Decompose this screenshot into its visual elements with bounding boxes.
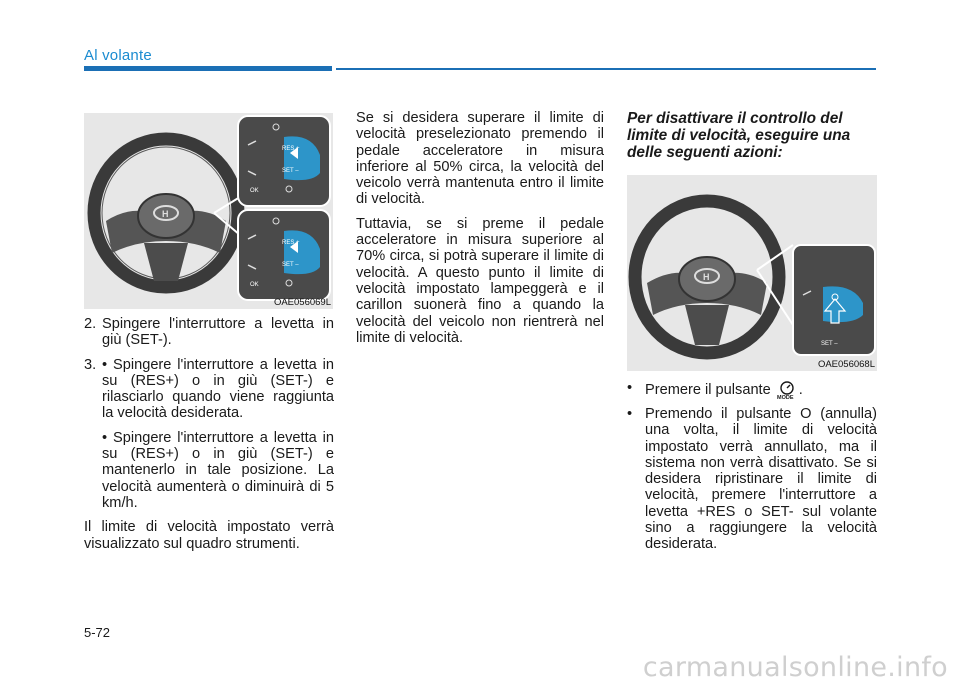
step-3-bullet-1: • Spingere l'interruttore a levetta in su (RES+) o in giù (SET-) e rilasciarlo quando viene raggiunta la velocità desiderata.	[102, 356, 334, 422]
svg-text:MODE: MODE	[776, 395, 794, 400]
section-title: Al volante	[84, 47, 152, 64]
accelerator-paragraph: Tuttavia, se si preme il pedale acceleratore in misura superiore al 70% circa, si potrà superare il limite di velocità. A questo punto il limite di velocità impostato lampeggerà e il carillon suonerà fino a quando la velocità del veicolo non rientrerà nel limite di velocità.	[356, 215, 604, 346]
fig1-ok-label-top: OK	[250, 188, 259, 194]
header-rule-thick	[84, 66, 332, 71]
column-middle	[356, 110, 604, 346]
step-2-text: Spingere l'interruttore a levetta in giù (SET-).	[102, 316, 334, 349]
page-number: 5-72	[84, 625, 111, 640]
steering-wheel-illustration-2	[627, 175, 877, 371]
step-3-number: 3.	[84, 356, 97, 373]
exceed-limit-paragraph: Se si desidera superare il limite di velocità preselezionato premendo il pedale acceleratore in misura inferiore al 50% circa, la velocità del veicolo verrà mantenuta entro il limite di velocità.	[356, 110, 604, 208]
bullet-1-text: Premere il pulsante	[645, 382, 771, 398]
bullet-1-end: .	[798, 382, 803, 398]
step-3-sub	[84, 430, 334, 511]
header-rule-thin	[336, 68, 876, 70]
column-right	[627, 110, 877, 175]
watermark: carmanualsonline.info	[642, 652, 948, 683]
step-3-bullet-2: • Spingere l'interruttore a levetta in su (RES+) o in giù (SET-) e mantenerlo in tale posizione. La velocità aumenterà o diminuirà di 5 km/h.	[102, 429, 334, 511]
set-speed-paragraph: Il limite di velocità impostato verrà visualizzato sul quadro strumenti.	[84, 519, 334, 552]
fig1-set-label-bottom: SET –	[282, 262, 299, 268]
figure-code: OAE056069L	[273, 297, 331, 308]
column-left	[84, 316, 334, 552]
svg-text:H: H	[162, 209, 169, 219]
steering-wheel-figure-1	[84, 113, 333, 309]
fig1-res-label-bottom: RES +	[282, 240, 300, 246]
speed-limit-mode-icon	[775, 380, 799, 400]
fig1-ok-label-bottom: OK	[250, 282, 259, 288]
bullet-mode-button	[627, 380, 877, 400]
step-2-number: 2.	[84, 316, 97, 332]
bullet-mark: •	[627, 380, 633, 396]
bullet-2-text: Premendo il pulsante O (annulla) una volta, il limite di velocità impostato verrà annullato, ma il sistema non verrà disattivato. Se si desidera ripristinare il limite di velocità, premere l'interruttore a levetta +RES o SET- sul volante sino a raggiungere la velocità desiderata.	[645, 406, 877, 553]
bullet-cancel-button	[627, 406, 877, 553]
deactivate-bullets	[627, 380, 877, 553]
fig2-set-label: SET –	[821, 341, 838, 347]
fig1-res-label-top: RES +	[282, 146, 300, 152]
step-3	[84, 357, 334, 422]
bullet-mark-2: •	[627, 406, 633, 422]
steering-wheel-illustration	[84, 113, 333, 309]
svg-text:H: H	[703, 272, 710, 282]
figure-code-2: OAE056068L	[817, 359, 875, 370]
deactivate-heading: Per disattivare il controllo del limite di velocità, eseguire una delle seguenti azioni:	[627, 110, 851, 161]
step-2	[84, 316, 334, 349]
steering-wheel-figure-2	[627, 175, 877, 371]
fig1-set-label-top: SET –	[282, 168, 299, 174]
